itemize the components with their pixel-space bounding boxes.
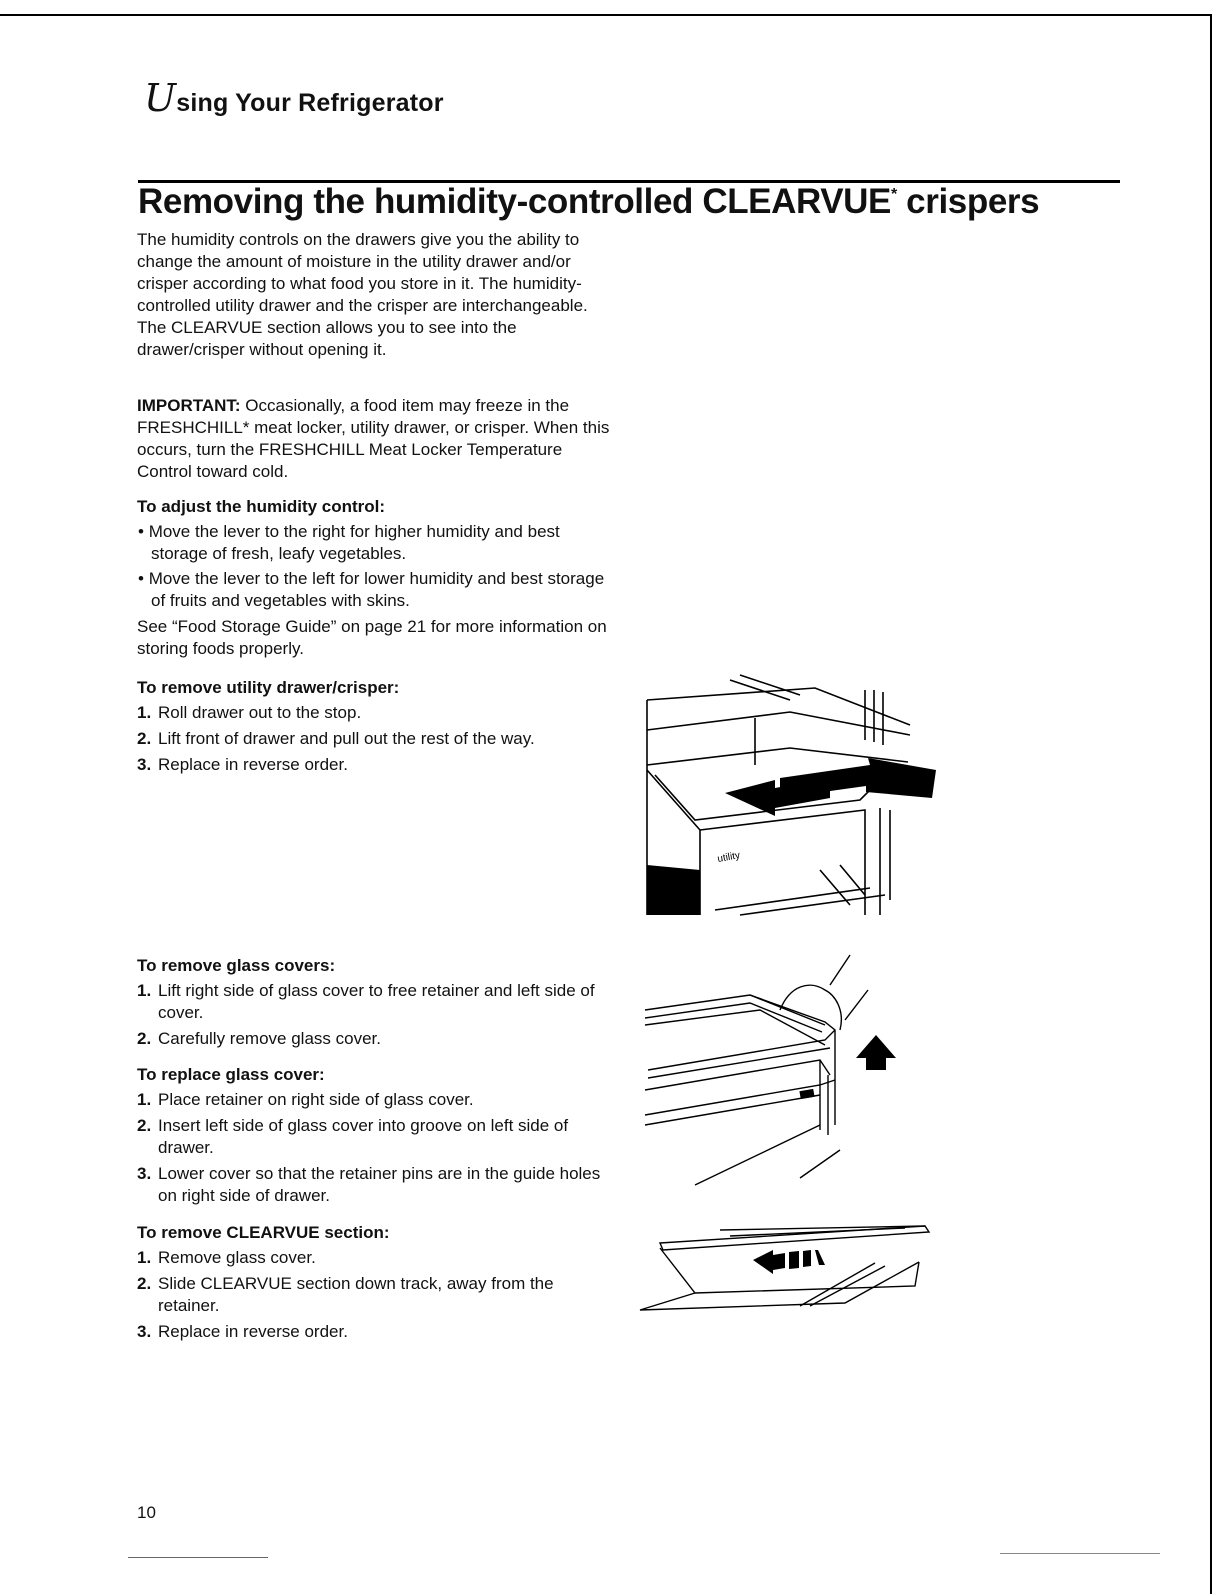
section-header	[144, 76, 444, 120]
page-frame-right	[1210, 14, 1212, 1594]
step-item: 2. Lift front of drawer and pull out the rest of the way.	[137, 729, 535, 748]
footer-line	[128, 1557, 268, 1558]
step-item: 2. Slide CLEARVUE section down track, away from the retainer.	[137, 1274, 554, 1315]
adjust-section	[137, 496, 612, 660]
step-item: 1. Remove glass cover.	[137, 1248, 316, 1267]
section-header-initial: U	[144, 76, 177, 120]
step-item: 1. Roll drawer out to the stop.	[137, 703, 362, 722]
intro-text: The humidity controls on the drawers give you the ability to change the amount of moisture in the utility drawer and/or crisper according to what food you store in it. The humidity-controlled utility drawer and the crisper are interchangeable. The CLEARVUE section allows you to see into the drawer/crisper without opening it.	[137, 230, 588, 359]
drawer-removal-illustration	[640, 670, 945, 920]
step-item: 3. Lower cover so that the retainer pins are in the guide holes on right side of drawer.	[137, 1164, 601, 1205]
page-title-suffix: crispers	[896, 182, 1040, 221]
adjust-note: See “Food Storage Guide” on page 21 for more information on storing foods properly.	[137, 617, 607, 658]
glass-cover-illustration	[640, 950, 910, 1190]
step-item: 2. Carefully remove glass cover.	[137, 1029, 381, 1048]
remove-clearvue-section	[137, 1222, 612, 1343]
intro-paragraph	[137, 229, 612, 361]
page-number: 10	[137, 1503, 156, 1522]
trademark-mark: *	[891, 186, 897, 203]
remove-glass-section	[137, 955, 612, 1050]
step-item: 3. Replace in reverse order.	[137, 755, 348, 774]
drawer-label: utility	[716, 850, 741, 865]
adjust-bullet: • Move the lever to the left for lower humidity and best storage of fruits and vegetables with skins.	[138, 569, 605, 610]
important-text: Occasionally, a food item may freeze in the FRESHCHILL* meat locker, utility drawer, or crisper. When this occurs, turn the FRESHCHILL Meat Locker Temperature Control toward cold.	[137, 396, 610, 481]
adjust-heading: To adjust the humidity control:	[137, 497, 386, 516]
important-label: IMPORTANT:	[137, 396, 241, 415]
page-frame-top	[0, 14, 1212, 16]
step-item: 2. Insert left side of glass cover into groove on left side of drawer.	[137, 1116, 569, 1157]
step-item: 1. Lift right side of glass cover to free retainer and left side of cover.	[137, 981, 595, 1022]
remove-clearvue-heading: To remove CLEARVUE section:	[137, 1223, 390, 1242]
page-title	[138, 182, 1039, 222]
important-paragraph	[137, 395, 612, 483]
step-item: 1. Place retainer on right side of glass cover.	[137, 1090, 474, 1109]
section-header-text: sing Your Refrigerator	[176, 89, 444, 117]
remove-drawer-heading: To remove utility drawer/crisper:	[137, 678, 400, 697]
page-title-text: Removing the humidity-controlled CLEARVUE	[138, 182, 892, 221]
step-item: 3. Replace in reverse order.	[137, 1322, 348, 1341]
clearvue-slide-illustration	[635, 1218, 935, 1318]
replace-glass-section	[137, 1064, 612, 1207]
footer-line-right	[1000, 1553, 1160, 1554]
remove-drawer-section	[137, 677, 612, 776]
adjust-bullet: • Move the lever to the right for higher humidity and best storage of fresh, leafy vegetables.	[138, 522, 560, 563]
remove-glass-heading: To remove glass covers:	[137, 956, 336, 975]
replace-glass-heading: To replace glass cover:	[137, 1065, 325, 1084]
